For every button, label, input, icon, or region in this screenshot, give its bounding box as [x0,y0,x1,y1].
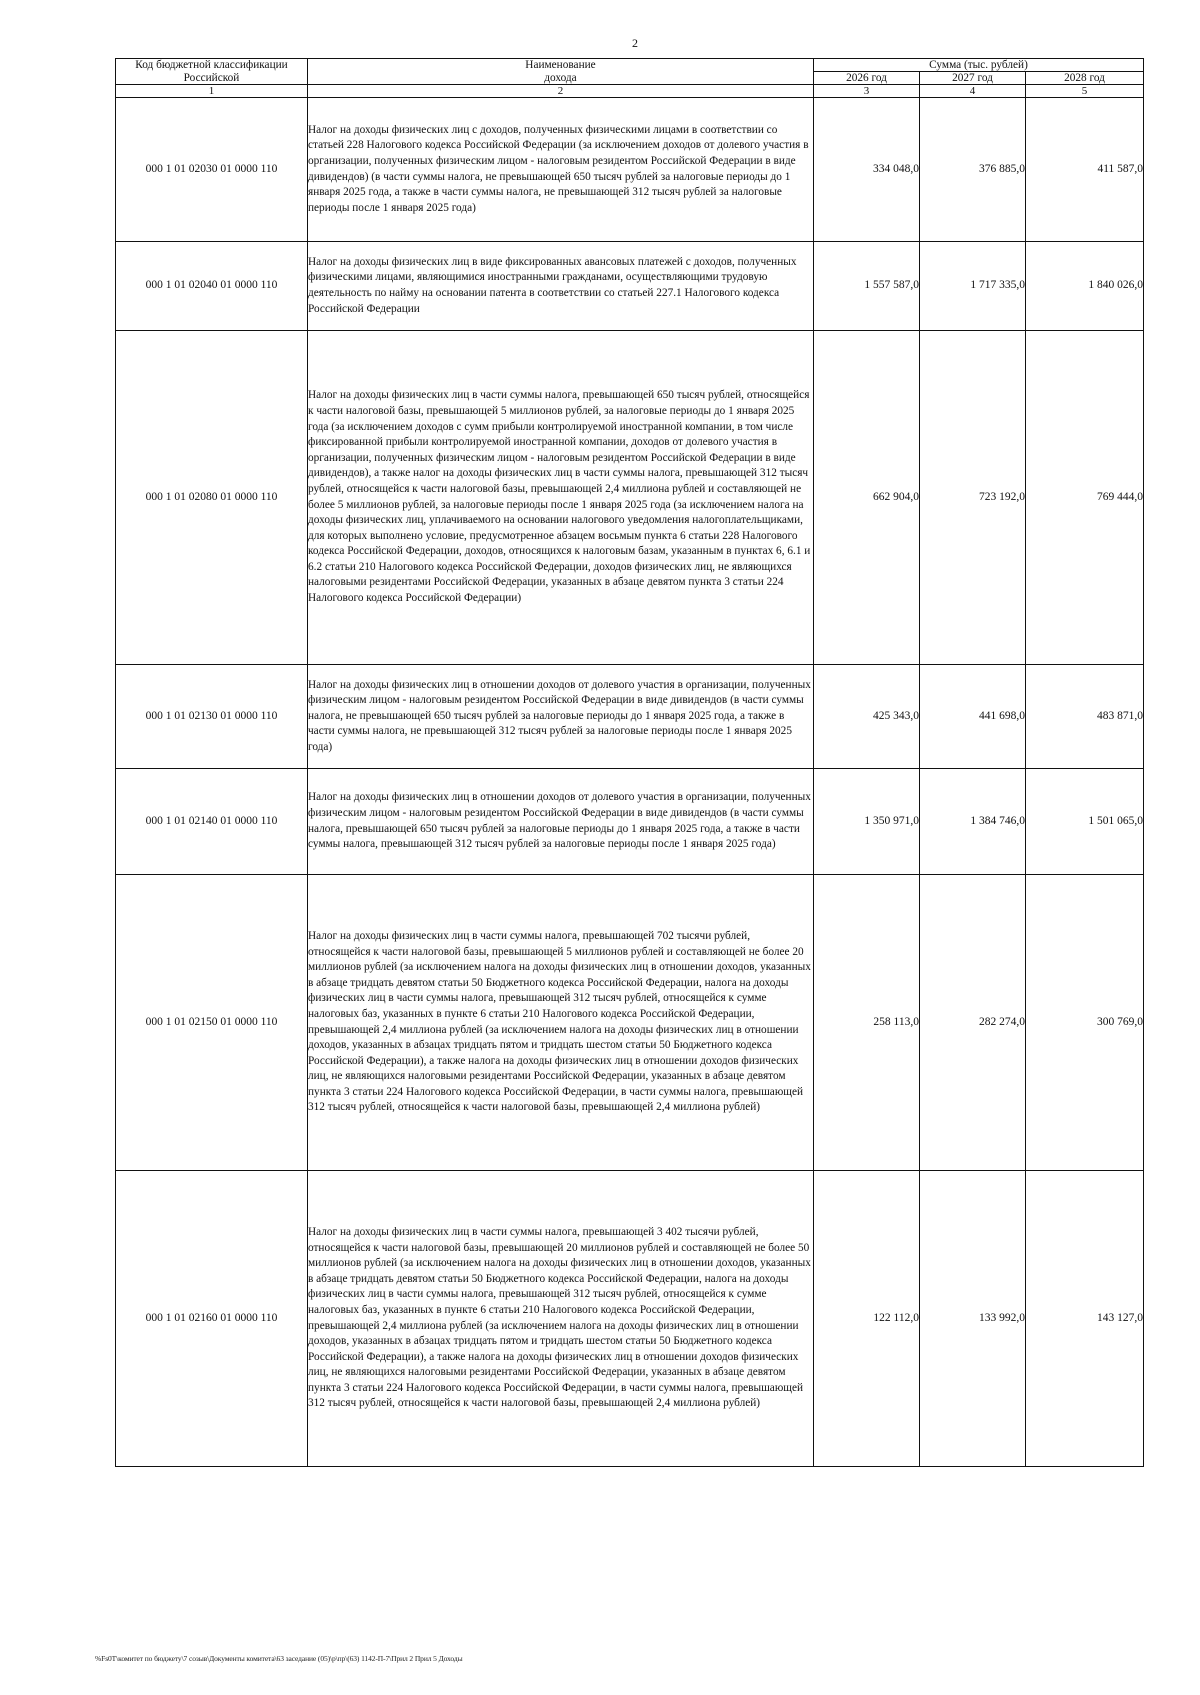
amount-2027: 441 698,0 [920,665,1026,769]
amount-2026: 662 904,0 [814,331,920,665]
amount-2028: 769 444,0 [1026,331,1144,665]
revenue-name: Налог на доходы физических лиц в части суммы налога, превышающей 702 тысячи рублей, относящейся к части налоговой базы, превышающей 5 миллионов рублей и составляющей не более 20 миллионов рублей (за исключением налога на доходы физических лиц в отношении доходов, указанных в абзаце тридцать девятом статьи 50 Бюджетного кодекса Российской Федерации, налога на доходы физических лиц в части суммы налога, превышающей 312 тысяч рублей, относящейся к сумме налоговых баз, указанных в пункте 6 статьи 210 Налогового кодекса Российской Федерации, превышающей 2,4 миллиона рублей (за исключением налога на доходы физических лиц в отношении доходов, указанных в абзацах тридцать пятом и тридцать шестом статьи 50 Бюджетного кодекса Российской Федерации), а также налога на доходы физических лиц в отношении доходов физических лиц, не являющихся налоговыми резидентами Российской Федерации, указанных в абзаце девятом пункта 3 статьи 224 Налогового кодекса Российской Федерации, в части суммы налога, превышающей 312 тысяч рублей, относящейся к части налоговой базы, превышающей 2,4 миллиона рублей) [308,875,814,1171]
budget-code: 000 1 01 02040 01 0000 110 [116,242,308,331]
amount-2028: 411 587,0 [1026,98,1144,242]
amount-2026: 1 557 587,0 [814,242,920,331]
table-row [116,98,1144,242]
amount-2027: 376 885,0 [920,98,1026,242]
revenue-name: Налог на доходы физических лиц в части суммы налога, превышающей 650 тысяч рублей, относящейся к части налоговой базы, превышающей 5 миллионов рублей, за налоговые периоды до 1 января 2025 года (за исключением доходов с сумм прибыли контролируемой иностранной компании, в том числе фиксированной прибыли контролируемой иностранной компании, доходов от долевого участия в организации, полученных физическим лицом - налоговым резидентом Российской Федерации в виде дивидендов), а также налог на доходы физических лиц в части суммы налога, превышающей 312 тысяч рублей, относящейся к части налоговой базы, превышающей 2,4 миллиона рублей и составляющей не более 5 миллионов рублей, за налоговые периоды после 1 января 2025 года (за исключением налога на доходы физических лиц, уплачиваемого на основании налогового уведомления налогоплательщиками, для которых выполнено условие, предусмотренное абзацем восьмым пункта 6 статьи 228 Налогового кодекса Российской Федерации, доходов, относящихся к налоговым базам, указанным в пунктах 6, 6.1 и 6.2 статьи 210 Налогового кодекса Российской Федерации, доходов физических лиц, не являющихся налоговыми резидентами Российской Федерации, указанных в абзаце девятом пункта 3 статьи 224 Налогового кодекса Российской Федерации) [308,331,814,665]
budget-code: 000 1 01 02150 01 0000 110 [116,875,308,1171]
page-number: 2 [632,36,638,50]
table-row [116,769,1144,875]
budget-code: 000 1 01 02160 01 0000 110 [116,1171,308,1467]
amount-2027: 282 274,0 [920,875,1026,1171]
amount-2026: 425 343,0 [814,665,920,769]
year-2026-header: 2026 год [814,72,920,85]
revenue-name: Налог на доходы физических лиц с доходов, полученных физическими лицами в соответствии со статьей 228 Налогового кодекса Российской Федерации (за исключением доходов от долевого участия в организации, полученных физическим лицом - налоговым резидентом Российской Федерации в виде дивидендов) (в части суммы налога, не превышающей 650 тысяч рублей за налоговые периоды до 1 января 2025 года, а также в части суммы налога, не превышающей 312 тысяч рублей за налоговые периоды после 1 января 2025 года) [308,98,814,242]
revenue-name: Налог на доходы физических лиц в части суммы налога, превышающей 3 402 тысячи рублей, относящейся к части налоговой базы, превышающей 20 миллионов рублей и составляющей не более 50 миллионов рублей (за исключением налога на доходы физических лиц в отношении доходов, указанных в абзаце тридцать девятом статьи 50 Бюджетного кодекса Российской Федерации, налога на доходы физических лиц в части суммы налога, превышающей 312 тысяч рублей, относящейся к сумме налоговых баз, указанных в пункте 6 статьи 210 Налогового кодекса Российской Федерации, превышающей 2,4 миллиона рублей (за исключением налога на доходы физических лиц в отношении доходов, указанных в абзацах тридцать пятом и тридцать шестом статьи 50 Бюджетного кодекса Российской Федерации), а также налога на доходы физических лиц в отношении доходов физических лиц, не являющихся налоговыми резидентами Российской Федерации, указанных в абзаце девятом пункта 3 статьи 224 Налогового кодекса Российской Федерации, в части суммы налога, превышающей 312 тысяч рублей, относящейся к части налоговой базы, превышающей 2,4 миллиона рублей) [308,1171,814,1467]
amount-2026: 1 350 971,0 [814,769,920,875]
budget-code: 000 1 01 02130 01 0000 110 [116,665,308,769]
amount-2028: 300 769,0 [1026,875,1144,1171]
amount-2028: 1 501 065,0 [1026,769,1144,875]
table-row [116,1171,1144,1467]
name-column-label-line2: дохода [544,71,577,84]
revenue-table [115,58,1144,1467]
budget-code: 000 1 01 02080 01 0000 110 [116,331,308,665]
amount-2028: 483 871,0 [1026,665,1144,769]
column-number: 3 [814,85,920,98]
amount-2027: 133 992,0 [920,1171,1026,1467]
table-row [116,242,1144,331]
amount-2026: 258 113,0 [814,875,920,1171]
amount-2026: 334 048,0 [814,98,920,242]
column-numbers-row [116,85,1144,98]
code-column-label: Код бюджетной классификации Российской [135,59,288,84]
column-number: 5 [1026,85,1144,98]
name-column-label-line1: Наименование [525,59,596,71]
column-number: 1 [116,85,308,98]
amount-2027: 1 717 335,0 [920,242,1026,331]
sum-column-header: Сумма (тыс. рублей) [814,59,1144,72]
column-number: 2 [308,85,814,98]
amount-2027: 723 192,0 [920,331,1026,665]
table-row [116,875,1144,1171]
budget-code: 000 1 01 02030 01 0000 110 [116,98,308,242]
amount-2027: 1 384 746,0 [920,769,1026,875]
revenue-name: Налог на доходы физических лиц в отношении доходов от долевого участия в организации, полученных физическим лицом - налоговым резидентом Российской Федерации в виде дивидендов (в части суммы налога, не превышающей 650 тысяч рублей за налоговые периоды до 1 января 2025 года, а также в части суммы налога, не превышающей 312 тысяч рублей за налоговые периоды после 1 января 2025 года) [308,665,814,769]
table-row [116,665,1144,769]
revenue-name: Налог на доходы физических лиц в виде фиксированных авансовых платежей с доходов, полученных физическими лицами, являющимися иностранными гражданами, осуществляющими трудовую деятельность по найму на основании патента в соответствии со статьей 227.1 Налогового кодекса Российской Федерации [308,242,814,331]
amount-2028: 1 840 026,0 [1026,242,1144,331]
year-2028-header: 2028 год [1026,72,1144,85]
revenue-name: Налог на доходы физических лиц в отношении доходов от долевого участия в организации, полученных физическим лицом - налоговым резидентом Российской Федерации в виде дивидендов (в части суммы налога, превышающей 650 тысяч рублей за налоговые периоды до 1 января 2025 года, а также в части суммы налога, превышающей 312 тысяч рублей за налоговые периоды после 1 января 2025 года) [308,769,814,875]
file-path-footer: %Fs0T\комитет по бюджету\7 созыв\Документы комитета\63 заседание (05)\р\пр\(63) 1142-П-7\Прил 2 Прил 5 Доходы [95,1654,463,1663]
amount-2028: 143 127,0 [1026,1171,1144,1467]
amount-2026: 122 112,0 [814,1171,920,1467]
year-2027-header: 2027 год [920,72,1026,85]
table-row [116,331,1144,665]
code-column-header [116,59,308,85]
column-number: 4 [920,85,1026,98]
name-column-header [308,59,814,85]
budget-code: 000 1 01 02140 01 0000 110 [116,769,308,875]
